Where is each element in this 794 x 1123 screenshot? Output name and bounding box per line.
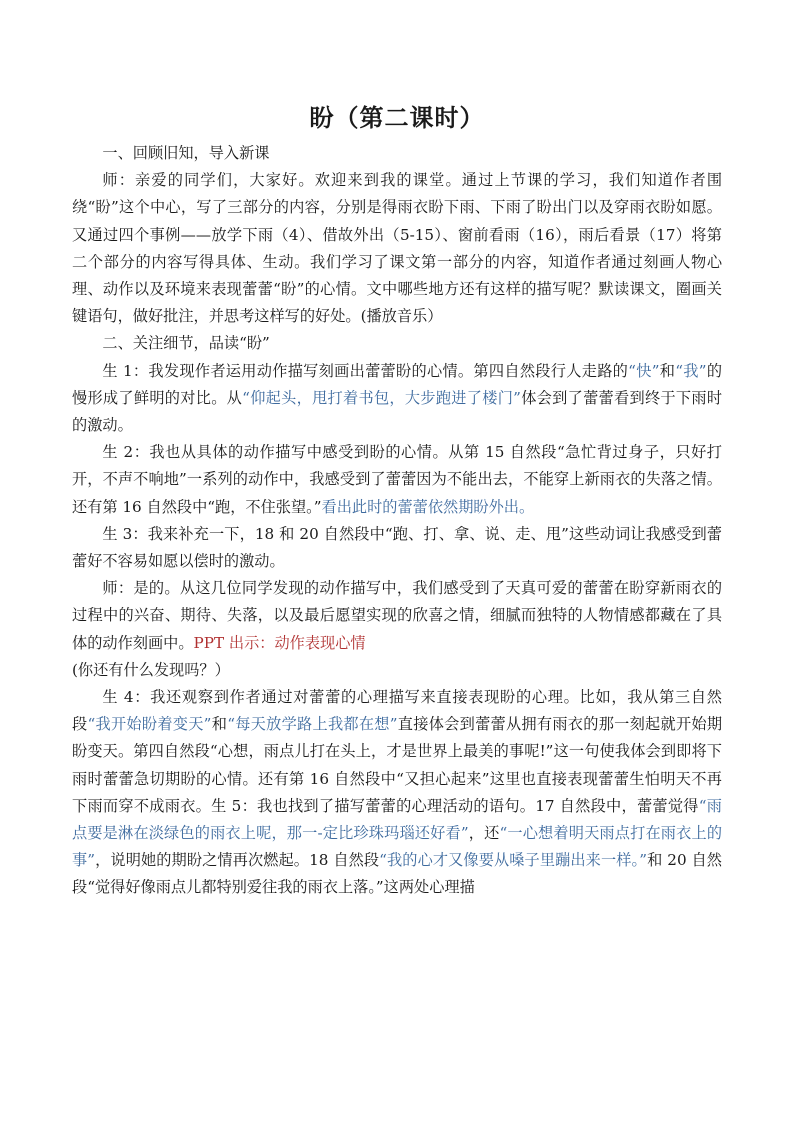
s1-text-2: 和 bbox=[659, 361, 676, 380]
section-heading-1: 一、回顾旧知，导入新课 bbox=[102, 144, 270, 162]
s1-text-1: 生 1：我发现作者运用动作描写刻画出蕾蕾盼的心情。第四自然段行人走路的 bbox=[102, 361, 629, 380]
s4-text-1: 生 4：我还观察到作者通过对蕾蕾的心理描写来直接表现盼的心理。比如，我从第三自然段 bbox=[72, 688, 722, 734]
teacher-2-text: 师：是的。从这几位同学发现的动作描写中，我们感受到了天真可爱的蕾蕾在盼穿新雨衣的过程中的兴奋、期待、失落，以及最后愿望实现的欣喜之情，细腻而独特的人物情感都藏在了具体的动作刻画中。 bbox=[72, 579, 722, 652]
s4-quote-4: “一心想着明天雨点打在雨衣上的事” bbox=[72, 824, 723, 870]
ppt-note: PPT 出示：动作表现心情 bbox=[193, 633, 366, 652]
student-2-paragraph bbox=[72, 439, 722, 521]
s4-text-6: 和 20 自然段“觉得好像雨点儿都特别爱往我的雨衣上落。”这两处心理描 bbox=[72, 851, 722, 897]
s1-quote-2: “我” bbox=[675, 361, 707, 380]
s4-text-5: ，说明她的期盼之情再次燃起。18 自然段 bbox=[95, 851, 380, 870]
s4-quote-5: “我的心才又像要从嗓子里蹦出来一样。” bbox=[379, 851, 647, 870]
page-title: 盼（第二课时） bbox=[309, 103, 485, 132]
s2-text-1: 生 2：我也从具体的动作描写中感受到盼的心情。从第 15 自然段“急忙背过身子，只好打开，不声不响地”一系列的动作中，我感受到了蕾蕾因为不能出去，不能穿上新雨衣的失落之情。还有第 16 自然段中“跑，不住张望。” bbox=[72, 443, 722, 516]
student-1-paragraph bbox=[72, 358, 722, 440]
teacher-intro-paragraph: 师：亲爱的同学们，大家好。欢迎来到我的课堂。通过上节课的学习，我们知道作者围绕“盼”这个中心，写了三部分的内容，分别是得雨衣盼下雨、下雨了盼出门以及穿雨衣盼如愿。又通过四个事例——放学下雨（4）、借故外出（5-15）、窗前看雨（16），雨后看景（17）将第二个部分的内容写得具体、生动。我们学习了课文第一部分的内容，知道作者通过刻画人物心理、动作以及环境来表现蕾蕾“盼”的心情。文中哪些地方还有这样的描写呢？默读课文，圈画关键语句，做好批注，并思考这样写的好处。(播放音乐） bbox=[72, 171, 722, 326]
s4-quote-2: “每天放学路上我都在想” bbox=[227, 715, 398, 734]
student-3-paragraph: 生 3：我来补充一下，18 和 20 自然段中“跑、打、拿、说、走、甩”这些动词让我感受到蕾蕾好不容易如愿以偿时的激动。 bbox=[72, 524, 722, 571]
s4-text-4: ，还 bbox=[468, 824, 500, 843]
student-4-paragraph bbox=[72, 684, 722, 902]
s1-quote-3: “仰起头，甩打着书包，大步跑进了楼门” bbox=[242, 388, 521, 407]
s4-quote-1: “我开始盼着变天” bbox=[87, 715, 212, 734]
question-line: (你还有什么发现吗？） bbox=[72, 660, 230, 679]
s2-quote-1: 看出此时的蕾蕾依然期盼外出。 bbox=[321, 497, 535, 516]
s4-text-2: 和 bbox=[211, 715, 228, 734]
s1-text-3: 的慢形成了鲜明的对比。从 bbox=[72, 361, 723, 407]
s4-text-3: 直接体会到蕾蕾从拥有雨衣的那一刻起就开始期盼变天。第四自然段“心想，雨点儿打在头上，才是世界上最美的事呢!”这一句使我体会到即将下雨时蕾蕾急切期盼的心情。还有第 16 自然段中“又担心起来”这里也直接表现蕾蕾生怕明天不再下雨而穿不成雨衣。生 5：我也找到了描写蕾蕾的心理活动的语句。17 自然段中，蕾蕾觉得 bbox=[72, 715, 723, 815]
teacher-2-paragraph bbox=[72, 575, 722, 657]
s1-text-4: 体会到了蕾蕾看到终于下雨时的激动。 bbox=[72, 388, 723, 435]
document-body bbox=[72, 140, 722, 902]
section-heading-2: 二、关注细节，品读“盼” bbox=[102, 334, 270, 353]
s4-quote-3: “雨点要是淋在淡绿色的雨衣上呢，那一-定比珍珠玛瑙还好看” bbox=[72, 796, 722, 843]
s1-quote-1: “快” bbox=[628, 361, 660, 380]
